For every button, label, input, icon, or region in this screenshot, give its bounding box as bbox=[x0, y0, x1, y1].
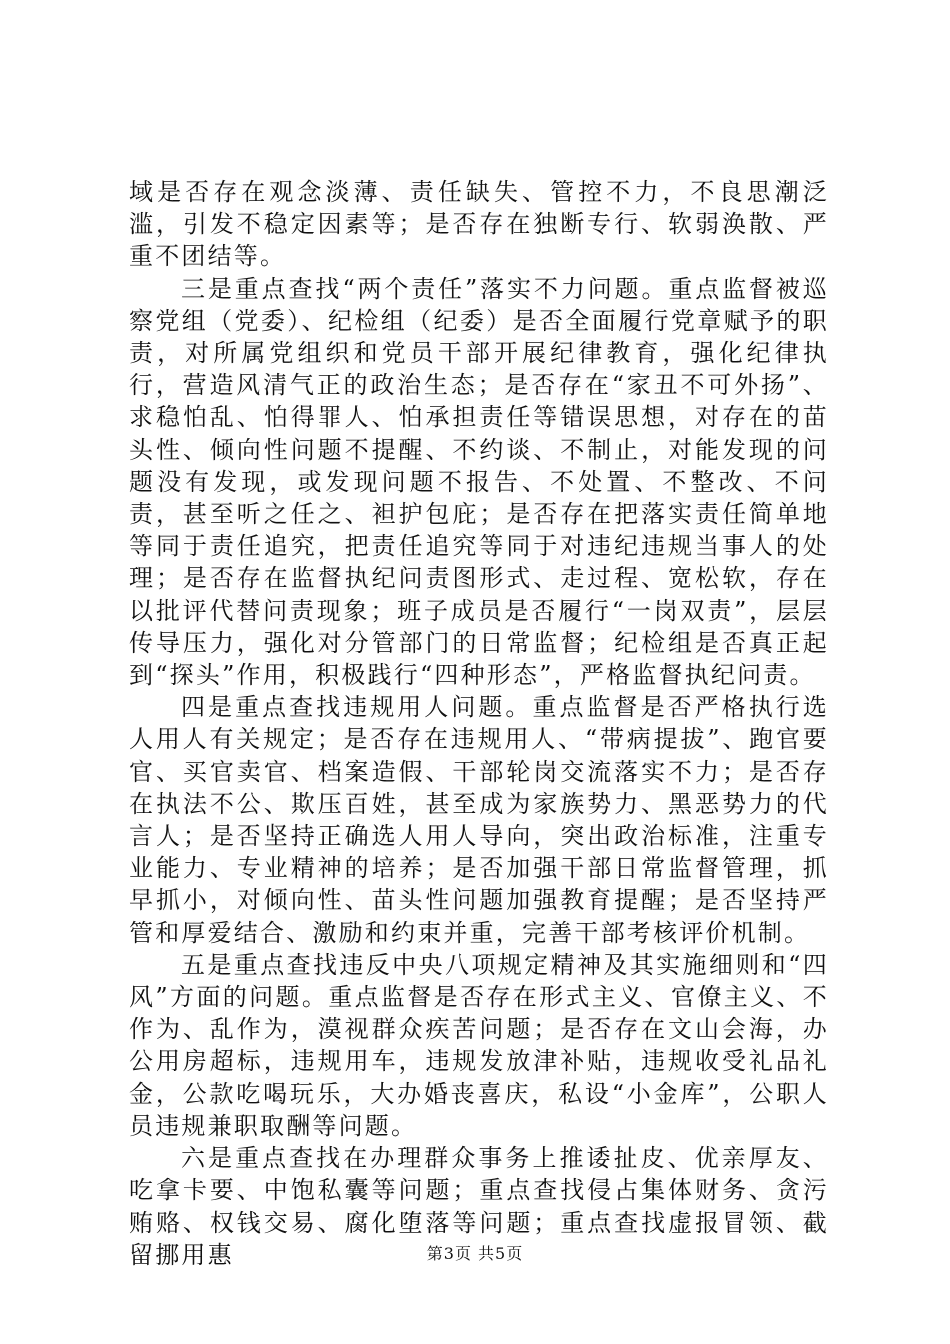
paragraph-4: 五是重点查找违反中央八项规定精神及其实施细则和“四风”方面的问题。重点监督是否存在形式主义、官僚主义、不作为、乱作为，漠视群众疾苦问题；是否存在文山会海，办公用房超标，违规用车，违规发放津补贴，违规收受礼品礼金，公款吃喝玩乐，大办婚丧喜庆，私设“小金库”，公职人员违规兼职取酬等问题。 bbox=[129, 950, 829, 1140]
paragraph-3: 四是重点查找违规用人问题。重点监督是否严格执行选人用人有关规定；是否存在违规用人、“带病提拔”、跑官要官、买官卖官、档案造假、干部轮岗交流落实不力；是否存在执法不公、欺压百姓，甚至成为家族势力、黑恶势力的代言人；是否坚持正确选人用人导向，突出政治标准，注重专业能力、专业精神的培养；是否加强干部日常监督管理，抓早抓小，对倾向性、苗头性问题加强教育提醒；是否坚持严管和厚爱结合、激励和约束并重，完善干部考核评价机制。 bbox=[129, 693, 829, 947]
page-footer: 第3页 共5页 bbox=[426, 1244, 524, 1263]
paragraph-2: 三是重点查找“两个责任”落实不力问题。重点监督被巡察党组（党委）、纪检组（纪委）是否全面履行党章赋予的职责，对所属党组织和党员干部开展纪律教育，强化纪律执行，营造风清气正的政治生态；是否存在“家丑不可外扬”、求稳怕乱、怕得罪人、怕承担责任等错误思想，对存在的苗头性、倾向性问题不提醒、不约谈、不制止，对能发现的问题没有发现，或发现问题不报告、不处置、不整改、不问责，甚至听之任之、袒护包庇；是否存在把落实责任简单地等同于责任追究，把责任追究等同于对违纪违规当事人的处理；是否存在监督执纪问责图形式、走过程、宽松软，存在以批评代替问责现象；班子成员是否履行“一岗双责”，层层传导压力，强化对分管部门的日常监督；纪检组是否真正起到“探头”作用，积极践行“四种形态”，严格监督执纪问责。 bbox=[129, 274, 829, 690]
document-body bbox=[129, 176, 829, 1271]
paragraph-5: 六是重点查找在办理群众事务上推诿扯皮、优亲厚友、吃拿卡要、中饱私囊等问题；重点查找侵占集体财务、贪污贿赂、权钱交易、腐化堕落等问题；重点查找虚报冒领、截留挪用惠 bbox=[129, 1144, 829, 1269]
paragraph-1: 域是否存在观念淡薄、责任缺失、管控不力，不良思潮泛滥，引发不稳定因素等；是否存在独断专行、软弱涣散、严重不团结等。 bbox=[129, 178, 829, 271]
